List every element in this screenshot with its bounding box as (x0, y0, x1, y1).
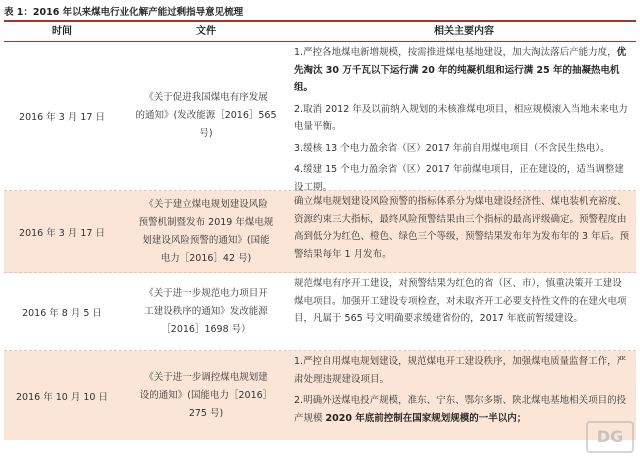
watermark-logo: DG (586, 421, 634, 453)
content-item: 规范煤电有序开工建设，对预警结果为红色的省（区、市），慎重决策开工建设煤电项目。加强开工建设专项检查，对未取齐开工必要支持性文件的在建火电项目，凡属于 565 号文明确要求缓建省份的，2017 年底前暂缓建设。 (294, 278, 627, 324)
row-doc (120, 42, 292, 190)
doc-line: 设的通知》(国能电力［2016］ (139, 389, 273, 401)
header-time: 时间 (52, 26, 72, 37)
header-content: 相关主要内容 (434, 26, 494, 37)
policy-table (4, 20, 636, 440)
row-doc (120, 191, 292, 272)
row-content (292, 191, 636, 272)
doc-line: 《关于进一步调控煤电规划建 (144, 371, 268, 383)
row-time: 2016 年 3 月 17 日 (19, 112, 105, 123)
row-time: 2016 年 10 月 10 日 (16, 391, 108, 403)
doc-line: 275 号) (188, 407, 224, 419)
doc-line: 号) (199, 128, 213, 139)
content-item: 2.取消 2012 年及以前纳入规划的未核准煤电项目，相应规模滚入当地未来电力电量平衡。 (294, 103, 628, 132)
row-doc (120, 351, 292, 440)
doc-line: 工建设秩序的通知》发改能源 (144, 305, 268, 317)
doc-line: 《关于进一步规范电力项目开 (144, 287, 268, 299)
table-row (4, 42, 636, 191)
row-time: 2016 年 3 月 17 日 (19, 227, 105, 239)
doc-line: 预警机制暨发布 2019 年煤电规 (138, 216, 274, 228)
row-content (292, 42, 636, 193)
table-row (4, 351, 636, 440)
content-item: 2.明确外送煤电投产规模，准东、宁东、鄂尔多斯、陕北煤电基地相关项目的投产规模 2020 年底前控制在国家规划规模的一半以内； (294, 395, 627, 424)
doc-line: 《关于促进我国煤电有序发展 (144, 92, 268, 103)
content-item: 3.缓核 13 个电力盈余省（区）2017 年前自用煤电项目（不含民生热电）。 (294, 142, 610, 154)
table-caption: 表 1：2016 年以来煤电行业化解产能过剩指导意见梳理 (4, 7, 244, 18)
doc-line: 电力［2016］42 号) (160, 252, 252, 264)
row-content (292, 273, 636, 350)
table-header (4, 20, 636, 42)
content-item: 1.严控各地煤电新增规模，按需推进煤电基地建设，加大淘汰落后产能力度，优先淘汰 30 万千瓦以下运行满 20 年的纯凝机组和运行满 25 年的抽凝热电机组。 (294, 47, 627, 93)
doc-line: 的通知》(发改能源［2016］565 (135, 110, 277, 121)
header-doc: 文件 (196, 26, 216, 37)
content-item: 4.缓建 15 个电力盈余省（区）2017 年前煤电项目，正在建设的，适当调整建设工期。 (294, 164, 624, 193)
table-row (4, 273, 636, 351)
row-content (292, 351, 636, 440)
content-item: 确立煤电规划建设风险预警的指标体系分为煤电建设经济性、煤电装机充裕度、资源约束三大指标，最终风险预警结果由三个指标的最高评级确定。预警程度由高到低分为红色、橙色、绿色三个等级，预警结果发布年为发布年的 3 年后。预警结果每年 1 月发布。 (294, 196, 630, 260)
row-doc (120, 273, 292, 350)
doc-line: 划建设风险预警的通知》(国能 (142, 234, 270, 246)
row-time: 2016 年 8 月 5 日 (22, 307, 102, 319)
doc-line: ［2016］1698 号） (161, 323, 251, 335)
content-item: 1.严控自用煤电规划建设，规范煤电开工建设秩序，加强煤电质量监督工作，严肃处理违规建设项目。 (294, 356, 627, 385)
table-row (4, 191, 636, 273)
doc-line: 《关于建立煤电规划建设风险 (144, 198, 268, 210)
